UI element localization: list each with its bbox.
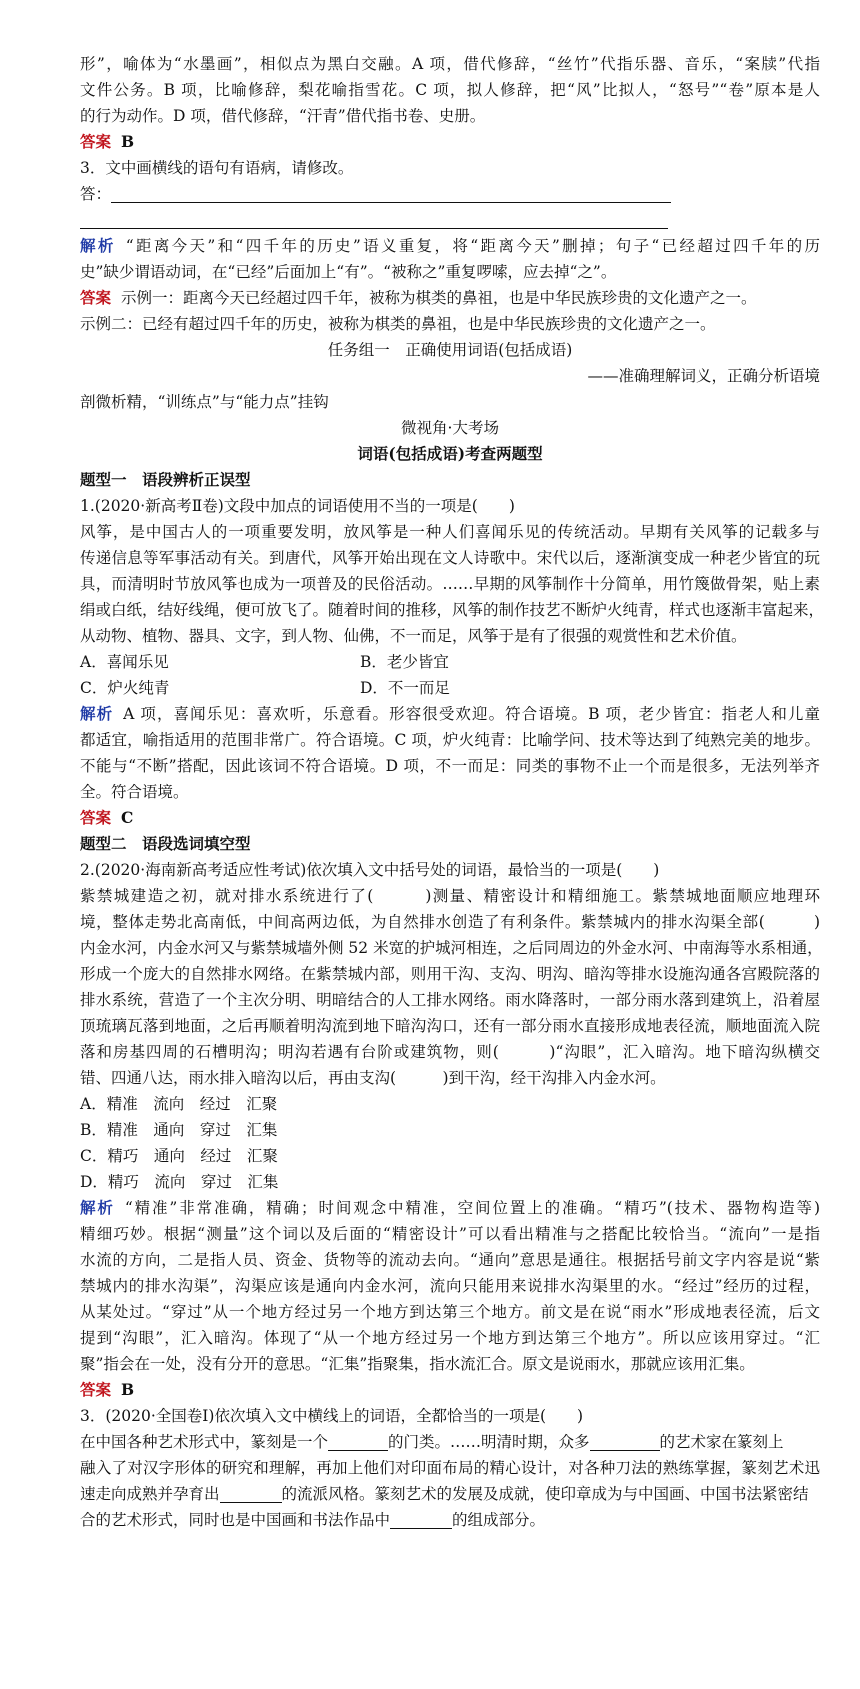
answer-blank-line	[80, 180, 820, 208]
answer-label: 答案	[80, 1381, 112, 1399]
passage-line: 融入了对汉字形体的研究和理解，再加上他们对印面布局的精心设计，对各种刀法的熟练掌握，篆刻艺术迅	[80, 1459, 820, 1477]
analysis-line: 解析 “距离今天”和“四千年的历史”语义重复，将“距离今天”删掉；句子“已经超过四千年的历	[80, 237, 820, 255]
answer-blank	[80, 214, 668, 229]
analysis-line: 禁城内的排水沟渠”，沟渠应该是通向内金水河，流向只能用来说排水沟渠里的水。“经过”经历的过程，	[80, 1277, 820, 1295]
text-line: 形”，喻体为“水墨画”，相似点为黑白交融。A 项，借代修辞，“丝竹”代指乐器、音乐，“案牍”代指	[80, 55, 820, 73]
passage-line: 排水系统，营造了一个主次分明、明暗结合的人工排水网络。雨水降落时，一部分雨水落到建筑上，沿着屋	[80, 991, 820, 1009]
analysis-line: 史”缺少谓语动词，在“已经”后面加上“有”。“被称之”重复啰嗦，应去掉“之”。	[80, 263, 617, 281]
option-b: B．老少皆宜	[360, 653, 449, 671]
analysis-line: 都适宜，喻指适用的范围非常广。符合语境。C 项，炉火纯青：比喻学问、技术等达到了纯熟完美的地步。	[80, 731, 820, 749]
task-subtitle: ——准确理解词义，正确分析语境	[587, 367, 820, 385]
passage-line: 传递信息等军事活动有关。到唐代，风筝开始出现在文人诗歌中。宋代以后，逐渐演变成一种老少皆宜的玩	[80, 549, 820, 567]
option-b: B．精准 通向 穿过 汇集	[80, 1121, 278, 1139]
passage-line: 从动物、植物、器具、文字，到人物、仙佛，不一而足，风筝于是有了很强的观赏性和艺术价值。	[80, 627, 747, 645]
fill-blank	[328, 1436, 388, 1451]
passage-line: 风筝，是中国古人的一项重要发明，放风筝是一种人们喜闻乐见的传统活动。早期有关风筝的记载多与	[80, 523, 820, 541]
type1-question: 1.(2020·新高考Ⅱ卷)文段中加点的词语使用不当的一项是( )	[80, 497, 515, 515]
passage-line: 形成一个庞大的自然排水网络。在紫禁城内部，则用干沟、支沟、明沟、暗沟等排水设施沟通各宫殿院落的	[80, 965, 820, 983]
analysis-line: 提到“沟眼”，汇入暗沟。体现了“从一个地方经过另一个地方到达第三个地方”。所以应该用穿过。“汇	[80, 1329, 820, 1347]
micro-title: 微视角·大考场	[401, 419, 499, 437]
analysis-line: 不能与“不断”搭配，因此该词不符合语境。D 项，不一而足：同类的事物不止一个而是很多，无法列举齐	[80, 757, 820, 775]
passage-line: 合的艺术形式，同时也是中国画和书法作品中 的组成部分。	[80, 1511, 546, 1529]
text-line: 的行为动作。D 项，借代修辞，“汗青”借代指书卷、史册。	[80, 107, 486, 125]
analysis-line: 全。符合语境。	[80, 783, 189, 801]
passage-line: 具，而清明时节放风筝也成为一项普及的民俗活动。……早期的风筝制作十分简单，用竹篾做骨架，贴上素	[80, 575, 820, 593]
answer-line-2: 示例二：已经有超过四千年的历史，被称为棋类的鼻祖，也是中华民族珍贵的文化遗产之一。	[80, 315, 716, 333]
passage-line: 内金水河，内金水河又与紫禁城墙外侧 52 米宽的护城河相连，之后同周边的外金水河、中南海等水系相通，	[80, 939, 823, 957]
analysis-line: 解析 “精准”非常准确，精确；时间观念中精准，空间位置上的准确。“精巧”(技术、器物构造等)	[80, 1199, 820, 1217]
answer-value: B	[121, 1380, 135, 1399]
analysis-label: 解析	[80, 705, 114, 723]
intro-text: 剖微析精，“训练点”与“能力点”挂钩	[80, 393, 329, 411]
option-c: C．炉火纯青	[80, 679, 170, 697]
q3b-question: 3．(2020·全国卷Ⅰ)依次填入文中横线上的词语，全都恰当的一项是( )	[80, 1407, 584, 1425]
answer-label: 答案	[80, 133, 112, 151]
option-d: D．精巧 流向 穿过 汇集	[80, 1173, 279, 1191]
option-d: D．不一而足	[360, 679, 450, 697]
answer-label: 答案	[80, 289, 112, 307]
analysis-line: 水流的方向，二是指人员、资金、货物等的流动去向。“通向”意思是通往。根据括号前文字内容是说“紫	[80, 1251, 820, 1269]
text-line: 文件公务。B 项，比喻修辞，梨花喻指雪花。C 项，拟人修辞，把“风”比拟人，“怒号”“卷”原本是人	[80, 81, 820, 99]
analysis-line: 精细巧妙。根据“测量”这个词以及后面的“精密设计”可以看出精准与之搭配比较恰当。“流向”一是指	[80, 1225, 820, 1243]
section-title: 词语(包括成语)考查两题型	[357, 444, 543, 463]
passage-line: 落和房基四周的石槽明沟；明沟若遇有台阶或建筑物，则( )“沟眼”，汇入暗沟。地下暗沟纵横交	[80, 1043, 820, 1061]
answer-line	[80, 128, 820, 156]
question-text: 3．文中画横线的语句有语病，请修改。	[80, 159, 354, 177]
answer-line: 答案 示例一：距离今天已经超过四千年，被称为棋类的鼻祖，也是中华民族珍贵的文化遗产之一。	[80, 289, 757, 307]
analysis-line: 从某处过。“穿过”从一个地方经过另一个地方到达第三个地方。前文是在说“雨水”形成地表径流，后文	[80, 1303, 820, 1321]
answer-blank	[111, 188, 671, 203]
task-title: 任务组一 正确使用词语(包括成语)	[327, 341, 573, 359]
answer-label: 答案	[80, 809, 112, 827]
answer-prefix: 答：	[80, 185, 112, 203]
passage-line: 错、四通八达，雨水排入暗沟以后，再由支沟( )到干沟，经干沟排入内金水河。	[80, 1069, 666, 1087]
option-c: C．精巧 通向 经过 汇聚	[80, 1147, 278, 1165]
analysis-line: 聚”指会在一处，没有分开的意思。“汇集”指聚集，指水流汇合。原文是说雨水，那就应该用汇集。	[80, 1355, 755, 1373]
option-a: A．喜闻乐见	[80, 653, 169, 671]
passage-line: 紫禁城建造之初，就对排水系统进行了( )测量、精密设计和精细施工。紫禁城地面顺应地理环	[80, 887, 820, 905]
passage-line: 境，整体走势北高南低，中间高两边低，为自然排水创造了有利条件。紫禁城内的排水沟渠全部( )	[80, 913, 820, 931]
analysis-line: 解析 A 项，喜闻乐见：喜欢听，乐意看。形容很受欢迎。符合语境。B 项，老少皆宜：指老人和儿童	[80, 705, 820, 723]
type2-heading: 题型二 语段选词填空型	[80, 834, 251, 853]
passage-line: 速走向成熟并孕育出 的流派风格。篆刻艺术的发展及成就，使印章成为与中国画、中国书法紧密结	[80, 1485, 809, 1503]
type1-heading: 题型一 语段辨析正误型	[80, 470, 251, 489]
passage-line: 顶琉璃瓦落到地面，之后再顺着明沟流到地下暗沟沟口，还有一部分雨水直接形成地表径流，顺地面流入院	[80, 1017, 820, 1035]
analysis-label: 解析	[80, 1199, 115, 1217]
answer-line	[80, 804, 820, 832]
analysis-label: 解析	[80, 237, 116, 255]
answer-value: C	[121, 808, 134, 827]
option-a: A．精准 流向 经过 汇聚	[80, 1095, 278, 1113]
fill-blank	[220, 1488, 282, 1503]
fill-blank	[390, 1514, 452, 1529]
answer-value: B	[121, 132, 135, 151]
passage-line: 在中国各种艺术形式中，篆刻是一个 的门类。……明清时期，众多 的艺术家在篆刻上	[80, 1433, 784, 1451]
fill-blank	[590, 1436, 660, 1451]
answer-blank-line-2	[80, 206, 820, 234]
type2-question: 2.(2020·海南新高考适应性考试)依次填入文中括号处的词语，最恰当的一项是( )	[80, 861, 660, 879]
answer-line	[80, 1376, 820, 1404]
passage-line: 绢或白纸，结好线绳，便可放飞了。随着时间的推移，风筝的制作技艺不断炉火纯青，样式也逐渐丰富起来，	[80, 601, 825, 619]
